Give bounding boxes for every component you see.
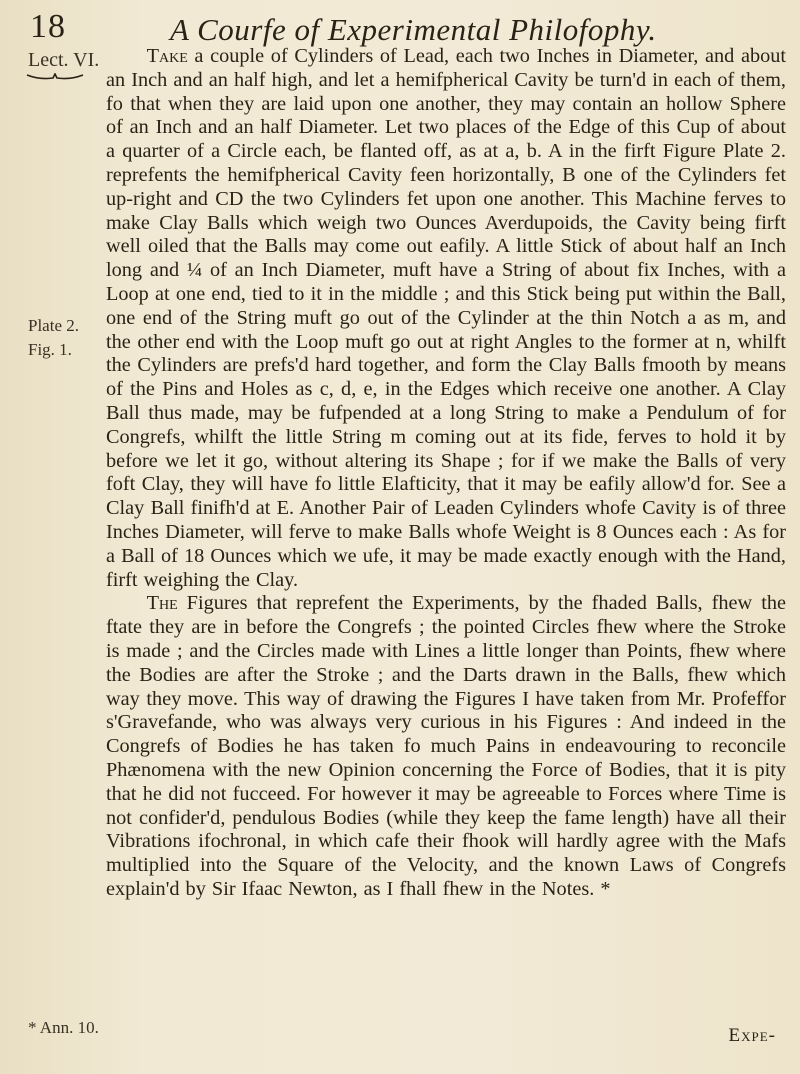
paragraph-cylinders	[106, 45, 786, 592]
plate-margin-note: Plate 2.	[28, 316, 79, 335]
paragraph-lead: Take	[146, 45, 188, 67]
paragraph-lead: The	[146, 592, 178, 615]
annotation-margin-note: * Ann. 10.	[28, 1018, 99, 1037]
page-number: 18	[30, 8, 66, 45]
lecture-margin-note: Lect. VI.	[28, 49, 100, 71]
paragraph-figures	[106, 592, 786, 901]
body-text	[106, 45, 786, 902]
paragraph-text: a couple of Cylinders of Lead, each two Inches in Diameter, and about an Inch and an half high, and let a hemifpherical Cavity be turn'd in each of them, fo that when they are laid upon one another, they may contain an hollow Sphere of an Inch and an half Diameter. Let two places of the Edge of this Cup of about a quarter of a Circle each, be flanted off, as at a, b. A in the firft Figure Plate 2. reprefents the hemifpherical Cavity feen horizontally, B one of the Cylinders fet up-right and CD the two Cylinders fet upon one another. This Machine ferves to make Clay Balls which weigh two Ounces Averdupoids, the Cavity being firft well oiled that the Balls may come out eafily. A little Stick of about half an Inch long and ¼ of an Inch Diameter, muft have a String of about fix Inches, with a Loop at one end, tied to it in the middle ; and this Stick being put within the Ball, one end of the String muft go out of the Cylinder at the thin Notch a as m, and the other end with the Loop muft go out at right Angles to the former at n, whilft the Cylinders are prefs'd hard together, and form the Clay Balls fmooth by means of the Pins and Holes as c, d, e, in the Edges which receive one another. A Clay Ball thus made, may be fufpended at a long String to make a Pendulum of for Congrefs, whilft the little String m coming out at its fide, ferves to hold it by before we let it go, without altering its Shape ; for if we make the Balls of very foft Clay, they will have fo little Elafticity, that it may be eafily allow'd for. See a Clay Ball finifh'd at E. Another Pair of Leaden Cylinders whofe Cavity is of three Inches Diameter, will ferve to make Balls whofe Weight is 8 Ounces each : As for a Ball of 18 Ounces which we ufe, it may be made exactly enough with the Hand, firft weighing the Clay.	[106, 45, 786, 591]
running-title: A Courfe of Experimental Philofophy.	[170, 12, 657, 47]
paragraph-text: Figures that reprefent the Experiments, by the fhaded Balls, fhew the ftate they are in before the Congrefs ; the pointed Circles fhew where the Stroke is made ; and the Circles made with Lines a little longer than Points, fhew where the Bodies are after the Stroke ; and the Darts drawn in the Balls, fhew which way they move. This way of drawing the Figures I have taken from Mr. Profeffor s'Gravefande, who was always very curious in his Figures : And indeed in the Congrefs of Bodies he has taken fo much Pains in endeavouring to reconcile Phænomena with the new Opinion concerning the Force of Bodies, that it is pity that he did not fucceed. For however it may be agreeable to Forces where Time is not confider'd, pendulous Bodies (while they keep the fame length) have all their Vibrations ifochronal, in which cafe their fhook will hardly agree with the Mafs multiplied into the Square of the Velocity, and the known Laws of Congrefs explain'd by Sir Ifaac Newton, as I fhall fhew in the Notes. *	[106, 592, 786, 900]
figure-margin-note: Fig. 1.	[28, 340, 72, 359]
brace-ornament-icon	[26, 73, 84, 81]
catchword: Expe-	[728, 1025, 776, 1046]
